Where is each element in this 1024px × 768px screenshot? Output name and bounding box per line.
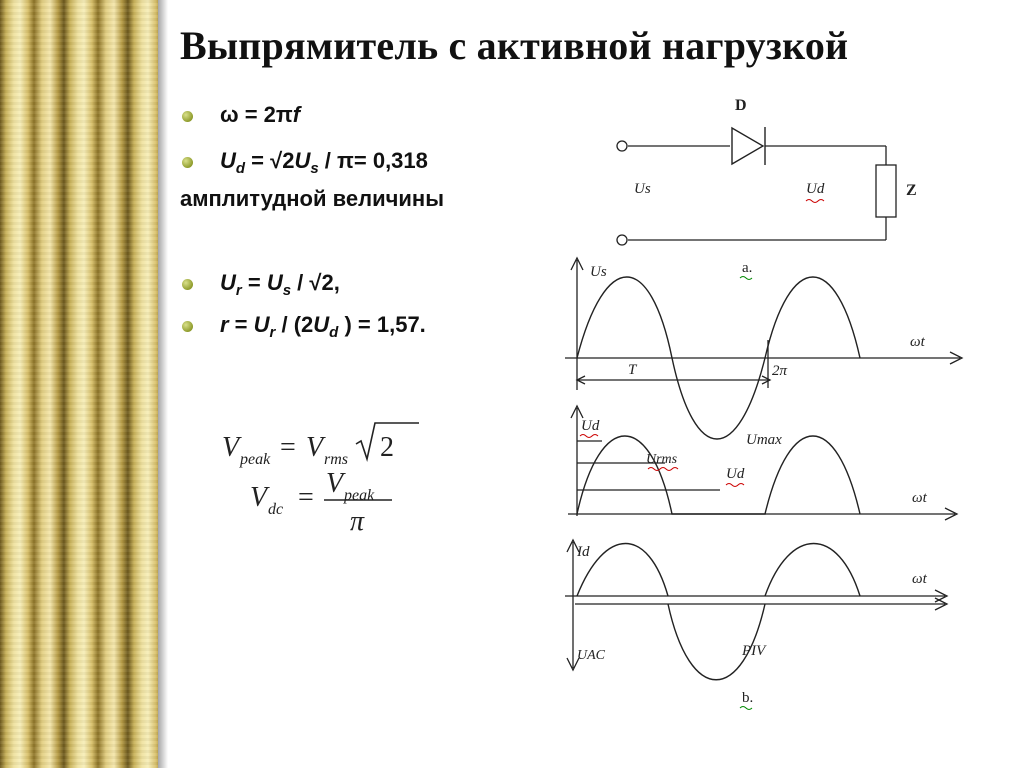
spell-underline bbox=[740, 707, 752, 710]
plot2-y-label: Ud bbox=[581, 418, 600, 434]
plot3-x-label: ωt bbox=[912, 571, 927, 587]
svg-text:rms: rms bbox=[324, 451, 349, 468]
plot3-piv-label: PIV bbox=[742, 643, 766, 659]
panel-a-label: a. bbox=[742, 260, 753, 276]
plot1-period-label: T bbox=[628, 362, 637, 378]
spell-underline bbox=[806, 200, 824, 203]
diode-label: D bbox=[735, 97, 747, 114]
input-terminal bbox=[617, 235, 627, 245]
load-resistor bbox=[876, 165, 896, 217]
plot1-2pi-label: 2π bbox=[772, 363, 788, 379]
svg-text:π: π bbox=[350, 506, 365, 537]
plot2-rectified-wave bbox=[577, 436, 860, 514]
input-terminal bbox=[617, 141, 627, 151]
slide-title: Выпрямитель с активной нагрузкой bbox=[180, 23, 849, 68]
bullet-text: ω = 2πf bbox=[220, 102, 301, 127]
svg-text:peak: peak bbox=[344, 487, 375, 504]
plot2-max-label: Umax bbox=[746, 432, 782, 448]
bullet-text: $U_r = U_s / √2$, bbox=[220, 270, 340, 299]
svg-text:dc: dc bbox=[268, 501, 284, 518]
svg-text:V: V bbox=[222, 432, 240, 463]
spell-underline bbox=[648, 468, 678, 471]
plot2-axes bbox=[568, 406, 957, 520]
load-label: Z bbox=[906, 182, 917, 199]
svg-text:peak: peak bbox=[240, 451, 271, 468]
svg-text:=: = bbox=[298, 482, 314, 513]
source-label: Us bbox=[634, 181, 651, 197]
output-label: Ud bbox=[806, 181, 825, 197]
plot3-current-wave bbox=[577, 544, 860, 597]
svg-text:=: = bbox=[280, 432, 296, 463]
svg-text:V: V bbox=[326, 468, 344, 499]
spell-underline bbox=[740, 277, 752, 280]
bullet-text-continuation: амплитудной величины bbox=[180, 186, 444, 211]
plot1-x-label: ωt bbox=[910, 334, 925, 350]
plot3-bottom-label: UAC bbox=[577, 648, 605, 663]
svg-text:V: V bbox=[250, 482, 268, 513]
bullet-text: $U_d = √2U_s / \pi= 0,318$ bbox=[220, 148, 428, 177]
spell-underline bbox=[726, 484, 744, 487]
plot3-reverse-voltage-wave bbox=[668, 604, 765, 680]
svg-text:2: 2 bbox=[380, 432, 394, 463]
plot2-x-label: ωt bbox=[912, 490, 927, 506]
plot2-rms-label: Urms bbox=[646, 452, 678, 467]
plot3-y-label: Id bbox=[577, 544, 590, 560]
plot2-dc-label: Ud bbox=[726, 466, 745, 482]
bullet-text: $r = U_r / (2U_d$ ) = 1,57. bbox=[220, 312, 426, 341]
spell-underline bbox=[580, 435, 598, 438]
diode-symbol bbox=[732, 127, 765, 165]
panel-b-label: b. bbox=[742, 690, 754, 706]
svg-text:V: V bbox=[306, 432, 324, 463]
plot1-y-label: Us bbox=[590, 264, 607, 280]
